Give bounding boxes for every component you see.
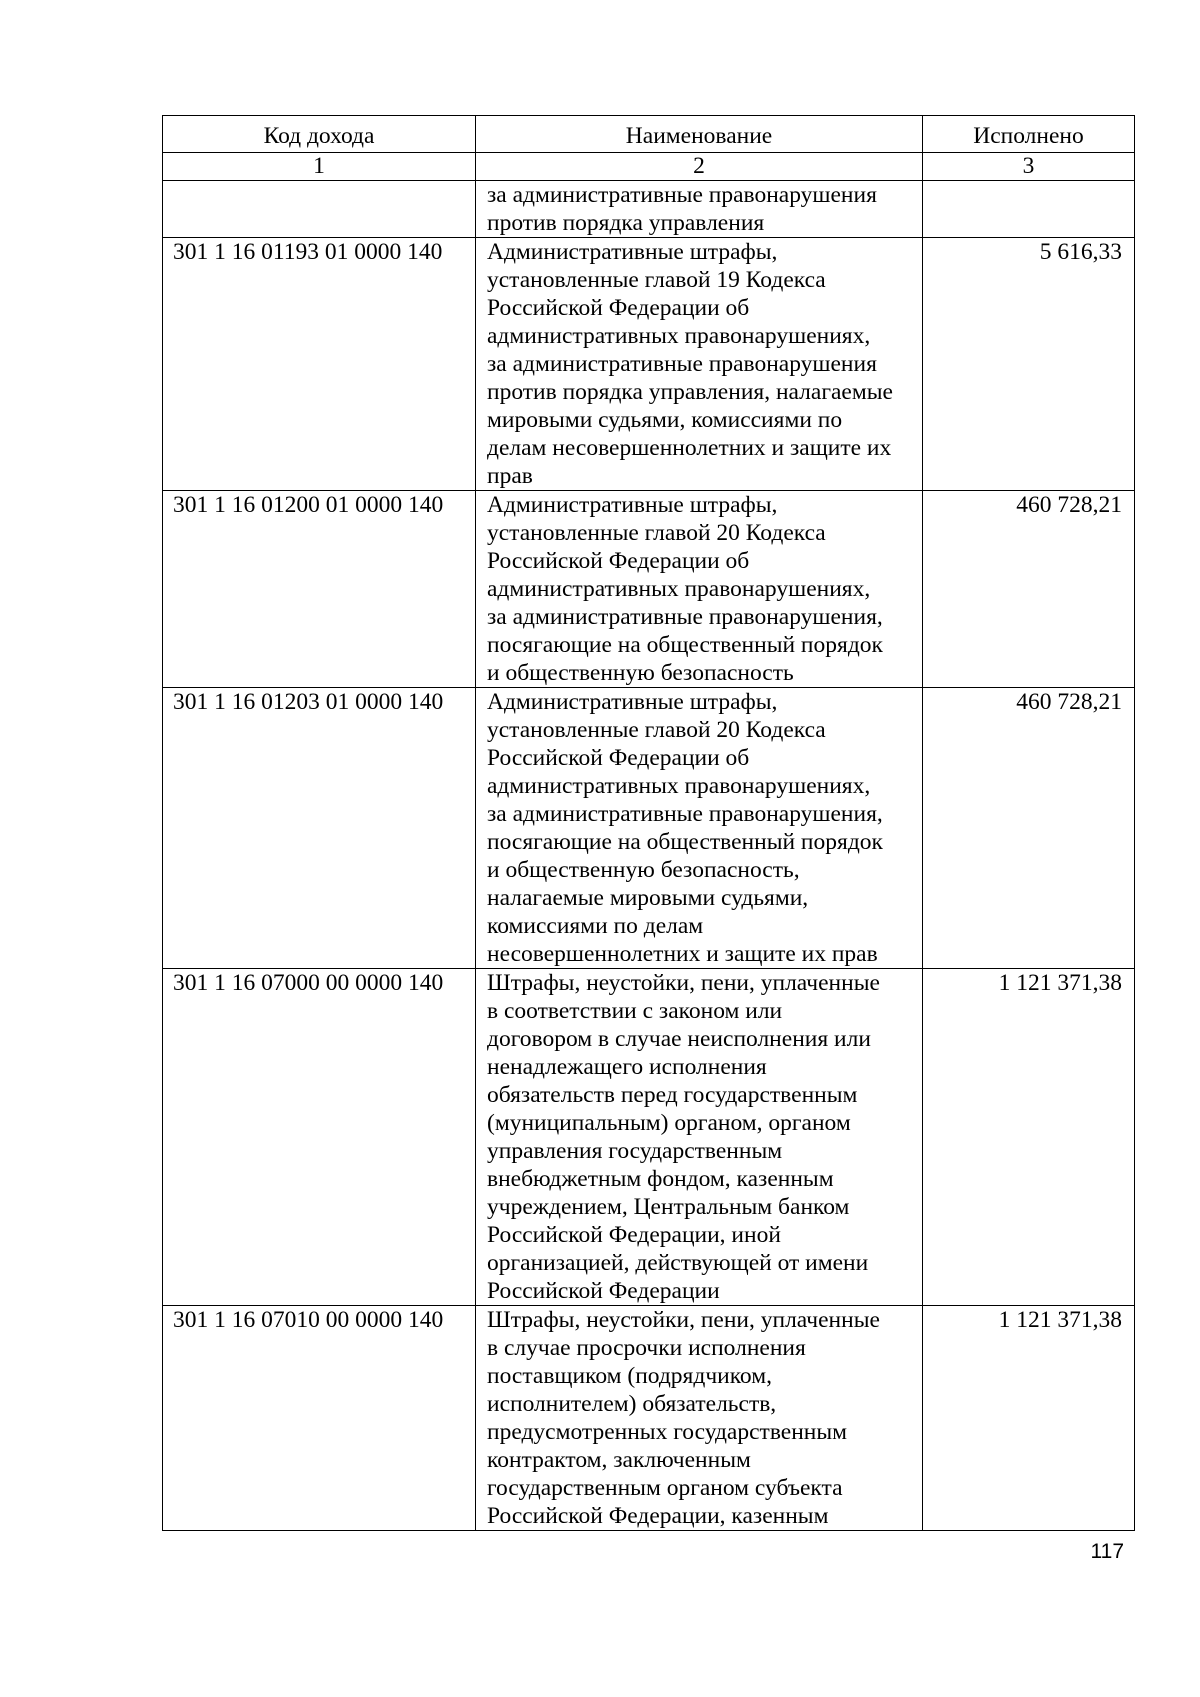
row-name: Административные штрафы, установленные главой 20 Кодекса Российской Федерации об административных правонарушениях, за административные правонарушения, посягающие на общественный порядок и общественную безопасность, налагаемые мировыми судьями, комиссиями по делам несовершеннолетних и защите их прав xyxy=(476,688,923,969)
row-amount: 1 121 371,38 xyxy=(923,1306,1135,1531)
column-number-3: 3 xyxy=(923,153,1135,181)
header-row xyxy=(163,116,1135,153)
page-number: 117 xyxy=(1090,1540,1124,1563)
row-amount: 460 728,21 xyxy=(923,491,1135,688)
row-code: 301 1 16 07010 00 0000 140 xyxy=(163,1306,476,1531)
row-amount xyxy=(923,181,1135,238)
column-number-2: 2 xyxy=(476,153,923,181)
row-amount: 5 616,33 xyxy=(923,238,1135,491)
header-amount: Исполнено xyxy=(923,116,1135,153)
table-row xyxy=(163,688,1135,969)
table-row xyxy=(163,491,1135,688)
row-name: Административные штрафы, установленные главой 20 Кодекса Российской Федерации об административных правонарушениях, за административные правонарушения, посягающие на общественный порядок и общественную безопасность xyxy=(476,491,923,688)
revenue-table xyxy=(162,115,1135,1531)
row-amount: 1 121 371,38 xyxy=(923,969,1135,1306)
table-row xyxy=(163,1306,1135,1531)
row-name: Штрафы, неустойки, пени, уплаченные в случае просрочки исполнения поставщиком (подрядчиком, исполнителем) обязательств, предусмотренных государственным контрактом, заключенным государственным органом субъекта Российской Федерации, казенным xyxy=(476,1306,923,1531)
header-code: Код дохода xyxy=(163,116,476,153)
table-row xyxy=(163,181,1135,238)
row-code: 301 1 16 01193 01 0000 140 xyxy=(163,238,476,491)
row-name: Штрафы, неустойки, пени, уплаченные в соответствии с законом или договором в случае неисполнения или ненадлежащего исполнения обязательств перед государственным (муниципальным) органом, органом управления государственным внебюджетным фондом, казенным учреждением, Центральным банком Российской Федерации, иной организацией, действующей от имени Российской Федерации xyxy=(476,969,923,1306)
row-code: 301 1 16 07000 00 0000 140 xyxy=(163,969,476,1306)
row-code: 301 1 16 01203 01 0000 140 xyxy=(163,688,476,969)
row-name: Административные штрафы, установленные главой 19 Кодекса Российской Федерации об административных правонарушениях, за административные правонарушения против порядка управления, налагаемые мировыми судьями, комиссиями по делам несовершеннолетних и защите их прав xyxy=(476,238,923,491)
table-row xyxy=(163,238,1135,491)
header-name: Наименование xyxy=(476,116,923,153)
column-number-row xyxy=(163,153,1135,181)
row-name: за административные правонарушения против порядка управления xyxy=(476,181,923,238)
row-amount: 460 728,21 xyxy=(923,688,1135,969)
table-row xyxy=(163,969,1135,1306)
row-code: 301 1 16 01200 01 0000 140 xyxy=(163,491,476,688)
column-number-1: 1 xyxy=(163,153,476,181)
row-code xyxy=(163,181,476,238)
